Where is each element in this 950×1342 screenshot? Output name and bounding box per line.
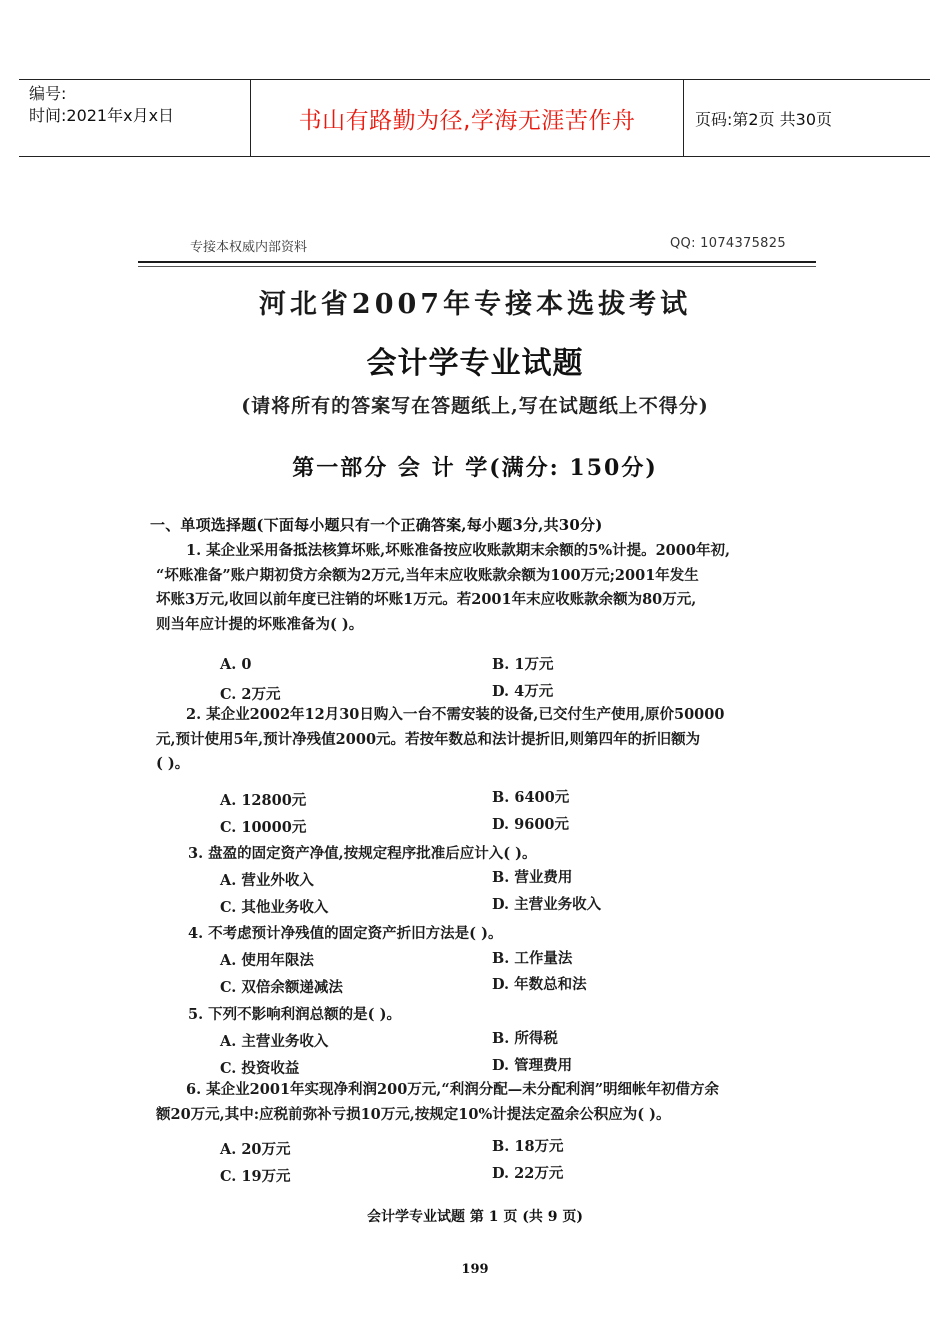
- q3-option-d: D. 主营业务收入: [492, 896, 602, 913]
- instruction-text: (请将所有的答案写在答题纸上,写在试题纸上不得分): [241, 395, 709, 417]
- question-line: 1. 某企业采用备抵法核算坏账,坏账准备按应收账款期末余额的5%计提。2000年初,: [186, 542, 731, 559]
- q5-option-a: A. 主营业务收入: [220, 1033, 329, 1050]
- page-number: 199: [461, 1262, 489, 1277]
- question-3: 3. 盘盈的固定资产净值,按规定程序批准后应计入( )。: [188, 845, 537, 862]
- q4-option-d: D. 年数总和法: [492, 976, 587, 993]
- q2-option-c: C. 10000元: [220, 819, 307, 836]
- section-heading: 一、单项选择题(下面每小题只有一个正确答案,每小题3分,共30分): [150, 516, 603, 534]
- q3-option-a: A. 营业外收入: [220, 872, 314, 889]
- q5-option-d: D. 管理费用: [492, 1057, 573, 1074]
- q6-option-a: A. 20万元: [220, 1141, 291, 1158]
- header-motto: 书山有路勤为径,学海无涯苦作舟: [251, 80, 684, 156]
- subject-title: 会计学专业试题: [366, 346, 584, 381]
- q1-option-d: D. 4万元: [492, 683, 554, 700]
- question-1: [156, 539, 786, 637]
- q5-option-b: B. 所得税: [492, 1030, 558, 1047]
- q6-option-c: C. 19万元: [220, 1168, 291, 1185]
- document-header: [19, 79, 930, 157]
- q2-option-d: D. 9600元: [492, 816, 570, 833]
- q5-option-c: C. 投资收益: [220, 1060, 300, 1077]
- page-footer: 会计学专业试题 第 1 页 (共 9 页): [367, 1209, 583, 1225]
- question-2: [156, 703, 786, 777]
- time-label: 时间:2021年x月x日: [29, 106, 175, 125]
- question-5: 5. 下列不影响利润总额的是( )。: [188, 1006, 401, 1023]
- question-line: 2. 某企业2002年12月30日购入一台不需安装的设备,已交付生产使用,原价50000: [186, 706, 725, 723]
- question-line: 坏账3万元,收回以前年度已注销的坏账1万元。若2001年末应收账款余额为80万元,: [156, 591, 697, 608]
- scan-rule-thick: [138, 261, 816, 263]
- q4-option-a: A. 使用年限法: [220, 952, 314, 969]
- q4-option-b: B. 工作量法: [492, 950, 573, 967]
- part-title: 第一部分 会 计 学(满分: 150分): [292, 455, 658, 481]
- header-page-label: 页码:第2页 共30页: [695, 109, 833, 129]
- q2-option-b: B. 6400元: [492, 789, 570, 806]
- question-line: 则当年应计提的坏账准备为( )。: [156, 615, 364, 633]
- question-6: [156, 1078, 786, 1127]
- exam-title: 河北省2007年专接本选拔考试: [258, 289, 692, 320]
- scan-top-right: QQ: 1074375825: [670, 236, 786, 251]
- question-line: 元,预计使用5年,预计净残值2000元。若按年数总和法计提折旧,则第四年的折旧额为: [156, 730, 701, 748]
- q3-option-c: C. 其他业务收入: [220, 899, 329, 916]
- q1-option-b: B. 1万元: [492, 656, 554, 673]
- code-label: 编号:: [29, 84, 67, 103]
- scan-rule-thin: [138, 266, 816, 267]
- q1-option-c: C. 2万元: [220, 686, 281, 703]
- q6-option-d: D. 22万元: [492, 1165, 564, 1182]
- q2-option-a: A. 12800元: [220, 792, 307, 809]
- question-line: 6. 某企业2001年实现净利润200万元,“利润分配—未分配利润”明细帐年初借方余: [186, 1081, 720, 1098]
- q4-option-c: C. 双倍余额递减法: [220, 979, 343, 996]
- question-line: ( )。: [156, 755, 190, 772]
- question-line: 额20万元,其中:应税前弥补亏损10万元,按规定10%计提法定盈余公积应为( )。: [156, 1105, 671, 1123]
- q6-option-b: B. 18万元: [492, 1138, 564, 1155]
- q1-option-a: A. 0: [220, 656, 252, 673]
- q3-option-b: B. 营业费用: [492, 869, 573, 886]
- question-4: 4. 不考虑预计净残值的固定资产折旧方法是( )。: [188, 925, 503, 942]
- header-meta: [19, 80, 251, 156]
- scan-top-left: 专接本权威内部资料: [190, 240, 308, 255]
- question-line: “坏账准备”账户期初贷方余额为2万元,当年末应收账款余额为100万元;2001年发生: [156, 566, 699, 584]
